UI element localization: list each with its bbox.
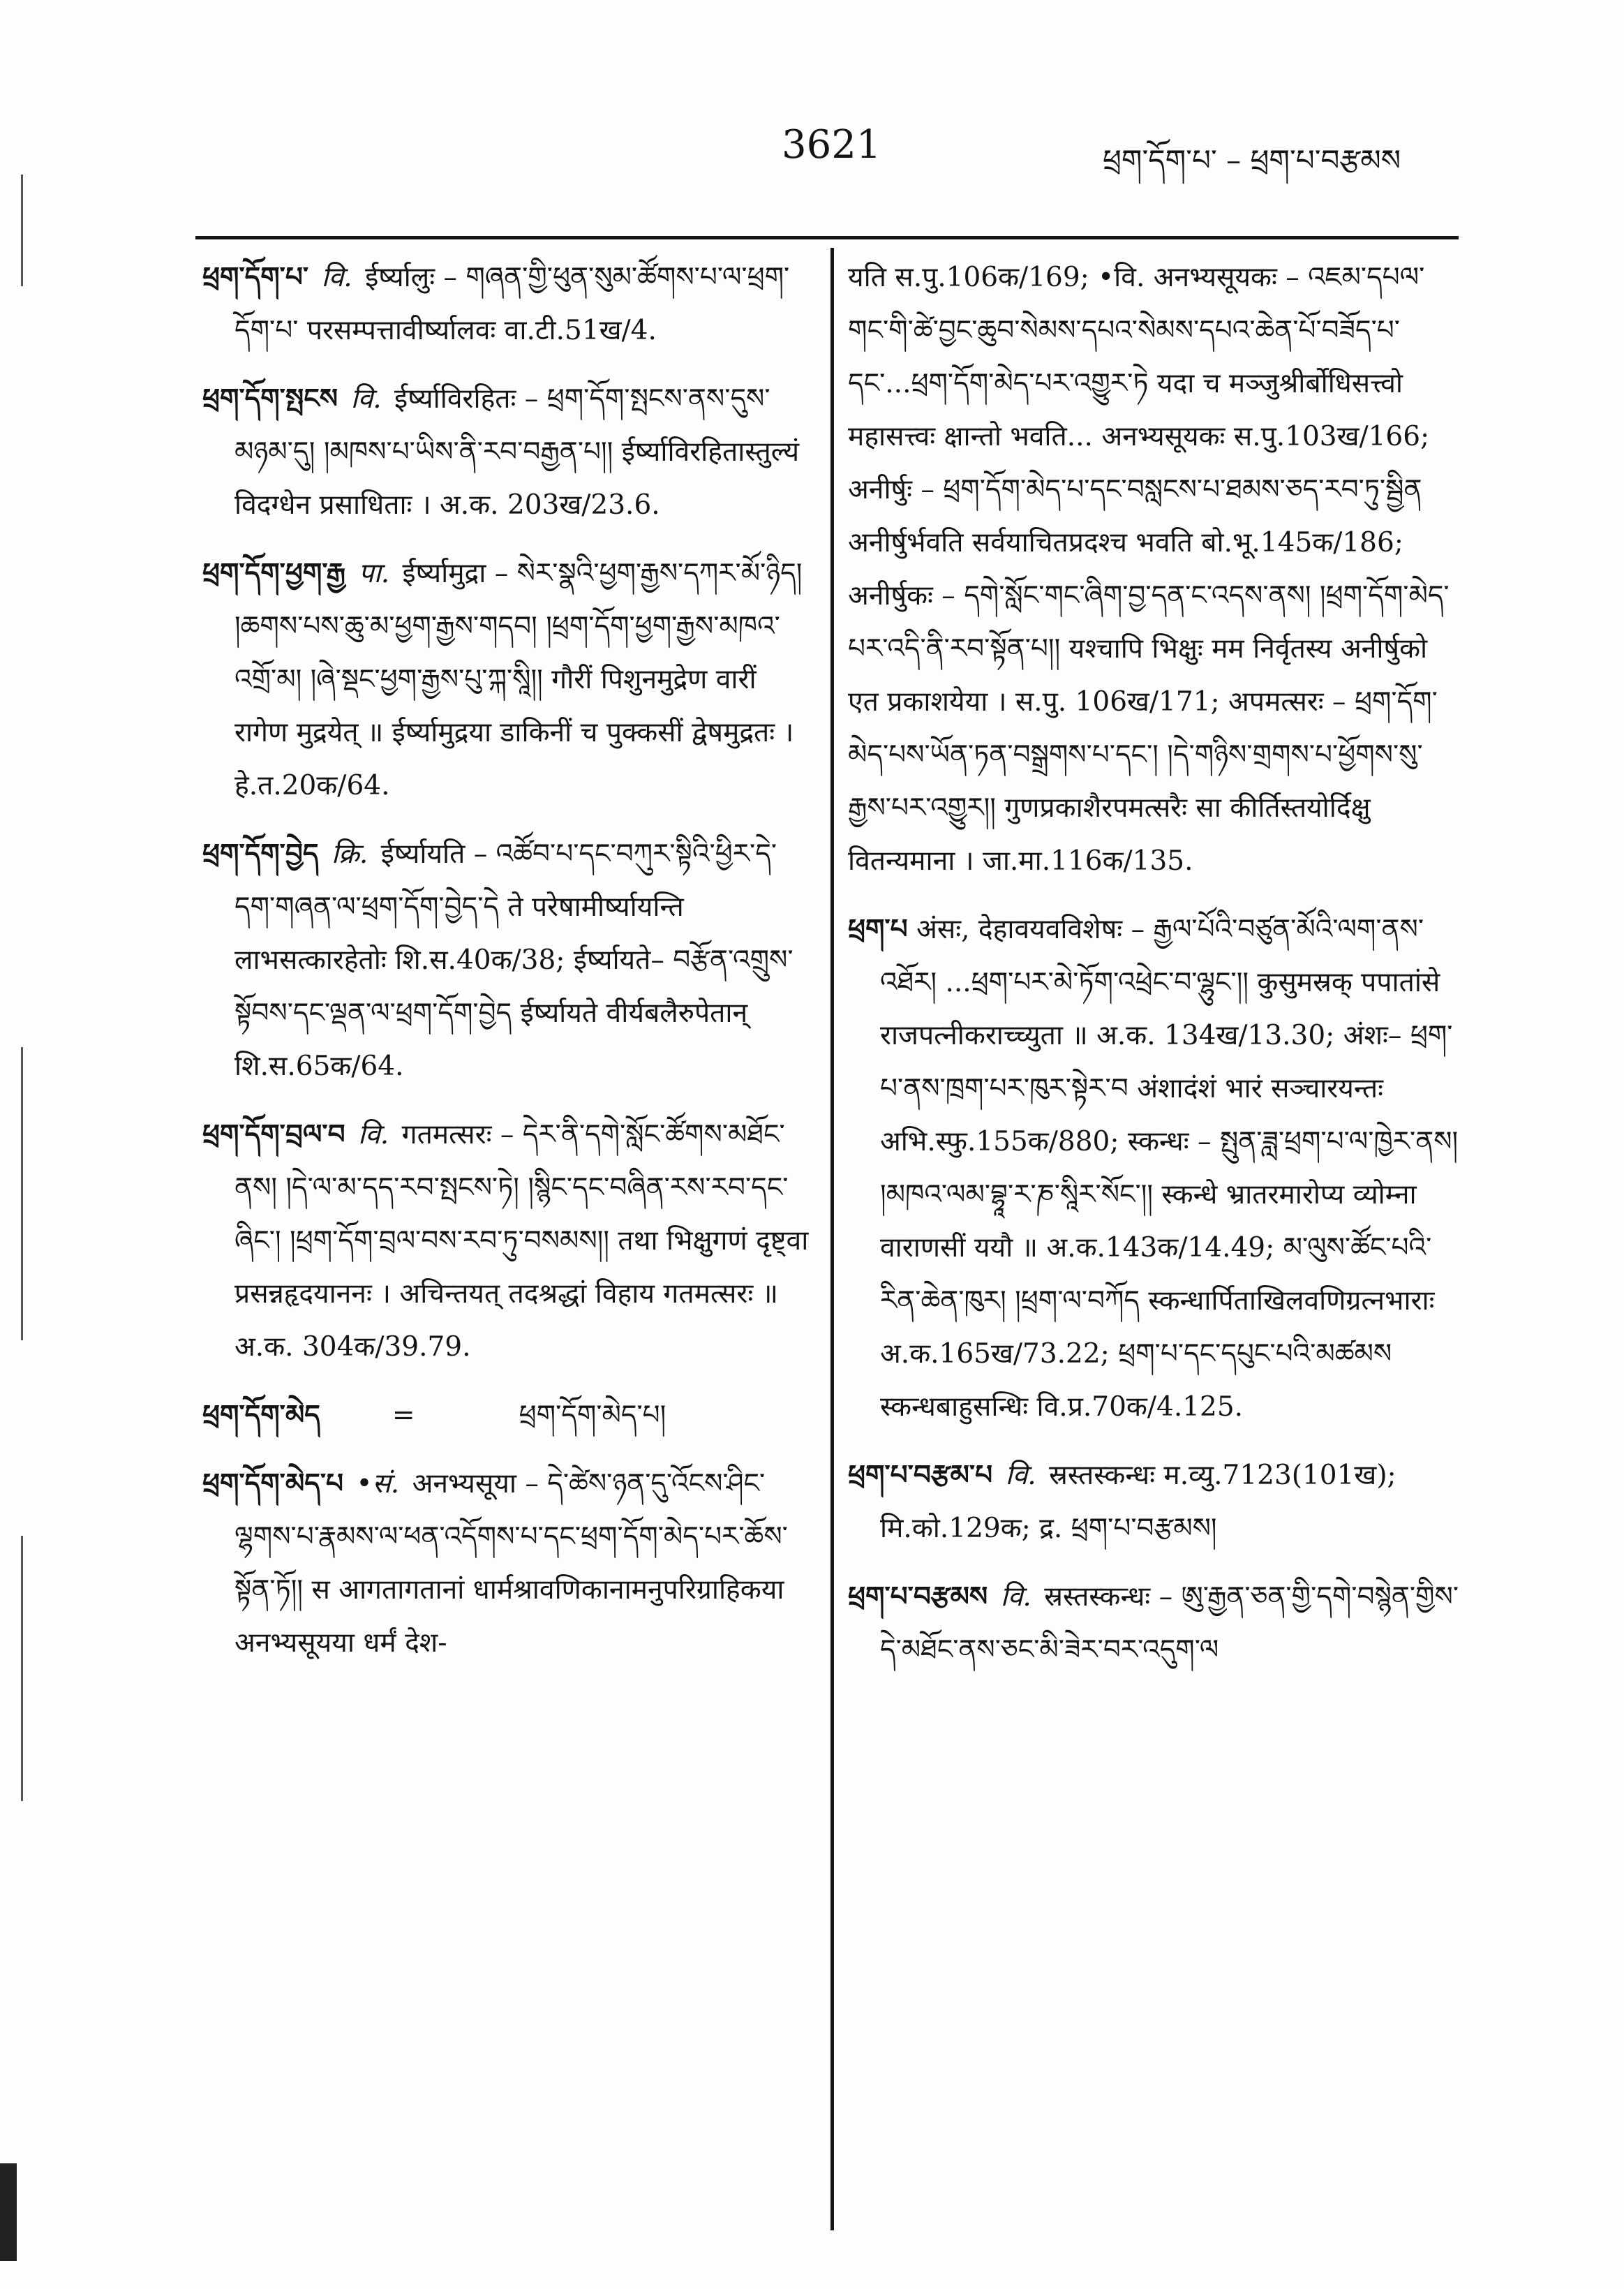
entry-headword: ཕྲག་དོག་བྱེད — [202, 838, 319, 870]
entry-headword: ཕྲག་པ — [848, 914, 908, 945]
column-divider — [830, 248, 834, 2230]
dictionary-entry — [202, 547, 810, 813]
entry-pos: वि. — [358, 1119, 389, 1150]
entry-headword: ཕྲག་དོག་མེད་པ — [202, 1468, 344, 1499]
dictionary-entry — [848, 903, 1462, 1434]
dictionary-entry — [202, 1458, 810, 1670]
entry-headword: ཕྲག་པ་བརྩམས — [848, 1581, 988, 1613]
entry-pos: वि. — [1005, 1460, 1036, 1491]
dictionary-entry — [848, 1571, 1462, 1677]
entry-body: ईर्ष्याविरहितः – ཕྲག་དོག་སྤངས་ནས་དུས་མཉམ་དུ། །མཁས་པ་ཡིས་ནི་རབ་བརྒྱན་པ།། ईर्ष्याविरहितास्तुल्यं विदग्धेन प्रसाधिताः । अ.क. 203ख/23.6. — [234, 383, 800, 521]
entry-body: यति स.पु.106क/169; •वि. अनभ्यसूयकः – འཇམ་དཔལ་གང་གི་ཚེ་བྱང་ཆུབ་སེམས་དཔའ་སེམས་དཔའ་ཆེན་པོ་བཟོད་པ་དང་...ཕྲག་དོག་མེད་པར་འགྱུར་ཏེ यदा च मञ्जुश्रीर्बोधिसत्त्वो महासत्त्वः क्षान्तो भवति... अनभ्यसूयकः स.पु.103ख/166; अनीर्षुः – ཕྲག་དོག་མེད་པ་དང་བསླངས་པ་ཐམས་ཅད་རབ་ཏུ་སྦྱིན अनीर्षुर्भवति सर्वयाचितप्रदश्च भवति बो.भू.145क/186; अनीर्षुकः – དགེ་སློང་གང་ཞིག་བྱ་དན་ང་འདས་ནས། །ཕྲག་དོག་མེད་པར་འདི་ནི་རབ་སྟོན་པ།། यश्चापि भिक्षुः मम निर्वृतस्य अनीर्षुको एत प्रकाशयेया । स.पु. 106ख/171; अपमत्सरः – ཕྲག་དོག་མེད་པས་ཡོན་ཏན་བསྒྲགས་པ་དང་། །དེ་གཉིས་གྲགས་པ་ཕྱོགས་སུ་རྒྱས་པར་འགྱུར།། गुणप्रकाशैरपमत्सरैः सा कीर्तिस्तयोर्दिक्षु वितन्यमाना । जा.मा.116क/135. — [848, 262, 1450, 877]
equals-sign: = — [392, 1400, 415, 1431]
entry-pos: वि. — [350, 383, 382, 415]
dictionary-entry — [848, 1449, 1462, 1555]
entry-body: अनभ्यसूया – དེ་ཚེས་ཉན་དུ་འོངས་ཤིང་ལྷགས་པ་རྣམས་ལ་ཕན་འདོགས་པ་དང་ཕྲག་དོག་མེད་པར་ཆོས་སྟོན་ཏོ།། स आगतागतानां धार्मश्रावणिकानामनुपरिग्राहिकया अनभ्यसूयया धर्मं देश- — [234, 1468, 788, 1659]
dictionary-entry — [202, 828, 810, 1093]
entry-body: ईर्ष्यायति – འཚོབ་པ་དང་བཀུར་སྟིའི་ཕྱིར་དེ་དག་གཞན་ལ་ཕྲག་དོག་བྱེད་དེ ते परेषामीर्ष्यायन्ति लाभसत्कारहेतोः शि.स.40क/38; ईर्ष्यायते– བརྩོན་འགྲུས་སྟོབས་དང་ལྡན་ལ་ཕྲག་དོག་བྱེད ईर्ष्यायते वीर्यबलैरुपेतान् शि.स.65क/64. — [234, 838, 794, 1082]
entry-body: स्रस्तस्कन्धः म.व्यु.7123(101ख); मि.को.129क; द्र. ཕྲག་པ་བརྩམས། — [880, 1460, 1396, 1544]
left-column — [202, 251, 810, 2227]
entry-headword: ཕྲག་དོག་མེད — [202, 1400, 320, 1431]
entry-pos: वि. — [1000, 1581, 1031, 1613]
dictionary-entry — [202, 251, 810, 357]
entry-body: अंसः, देहावयवविशेषः – རྒྱལ་པོའི་བཙུན་མོའི་ལག་ནས་འཐོར། ...ཕྲག་པར་མེ་ཏོག་འཕྲེང་བ་ལྷུང་།། कुसुमस्रक् पपातांसे राजपत्नीकराच्च्युता ॥ अ.क. 134ख/13.30; अंशः– ཕྲག་པ་ནས་ཁྲག་པར་ཁུར་སྟེར་བ अंशादंशं भारं सञ्चारयन्तः अभि.स्फु.155क/880; स्कन्धः – སྤུན་ཟླ་ཕྲག་པ་ལ་ཁྱེར་ནས། །མཁའ་ལམ་བྷཱ་ར་ཎ་སཱིར་སོང་།། स्कन्धे भ्रातरमारोप्य व्योम्ना वाराणसीं ययौ ॥ अ.क.143क/14.49; མ་ལུས་ཚོང་པའི་རིན་ཆེན་ཁུར། །ཕྲག་ལ་བཀོད स्कन्धार्पिताखिलवणिग्रत्नभाराः अ.क.165ख/73.22; ཕྲག་པ་དང་དཔུང་པའི་མཚམས स्कन्धबाहुसन्धिः वि.प्र.70क/4.125. — [880, 914, 1459, 1423]
dictionary-entry — [202, 1389, 810, 1442]
entry-pos: वि. — [321, 262, 352, 293]
right-column — [848, 251, 1462, 2227]
dictionary-entry — [202, 1109, 810, 1374]
entry-pos: •सं. — [356, 1468, 400, 1499]
dictionary-entry — [202, 373, 810, 532]
margin-mark — [21, 1536, 23, 1801]
dictionary-entry-continued — [848, 251, 1462, 888]
running-head: ཕྲག་དོག་པ་ – ཕྲག་པ་བརྩམས — [1103, 143, 1401, 177]
entry-headword: ཕྲག་དོག་ཕྱག་རྒྱ — [202, 558, 346, 589]
margin-mark — [21, 175, 23, 286]
margin-mark — [21, 1047, 23, 1340]
top-rule — [195, 236, 1459, 239]
entry-headword: ཕྲག་པ་བརྩམ་པ — [848, 1460, 993, 1491]
entry-body: ईर्ष्यालुः – གཞན་གྱི་ཕུན་སུམ་ཚོགས་པ་ལ་ཕྲག་དོག་པ་ परसम्पत्तावीर्ष्यालवः वा.टी.51ख/4. — [234, 262, 790, 346]
entry-pos: पा. — [358, 558, 390, 589]
entry-headword: ཕྲག་དོག་བྲལ་བ — [202, 1119, 345, 1150]
page-number: 3621 — [782, 122, 881, 168]
entry-headword: ཕྲག་དོག་པ་ — [202, 262, 309, 293]
entry-headword: ཕྲག་དོག་སྤངས — [202, 383, 338, 415]
entry-body: ईर्ष्यामुद्रा – སེར་སྣའི་ཕྱག་རྒྱས་དཀར་མོ་ཉིད། །ཆགས་པས་ཆུ་མ་ཕྱག་རྒྱས་གདབ། །ཕྲག་དོག་ཕྱག་རྒྱས་མཁའ་འགྲོ་མ། །ཞེ་སྡང་ཕྱག་རྒྱས་པུ་ཀྐ་སཱི།། गौरीं पिशुनमुद्रेण वारीं रागेण मुद्रयेत् ॥ ईर्ष्यामुद्रया डाकिनीं च पुक्कसीं द्वेषमुद्रतः । हे.त.20क/64. — [234, 558, 803, 801]
cross-reference: ཕྲག་དོག་མེད་པ། — [519, 1400, 666, 1431]
binding-shadow — [0, 2163, 17, 2261]
entry-pos: क्रि. — [331, 838, 368, 870]
entry-body: गतमत्सरः – དེར་ནི་དགེ་སློང་ཚོགས་མཐོང་ནས། །དེ་ལ་མ་དད་རབ་སྤངས་ཏེ། །སྙིང་དང་བཞིན་རས་རབ་དང་ཞིང་། །ཕྲག་དོག་བྲལ་བས་རབ་ཏུ་བསམས།། तथा भिक्षुगणं दृष्ट्वा प्रसन्नहृदयाननः । अचिन्तयत् तदश्रद्धां विहाय गतमत्सरः ॥ अ.क. 304क/39.79. — [234, 1119, 809, 1363]
entry-body: स्रस्तस्कन्धः – ཨུ་རྒྱན་ཅན་གྱི་དགེ་བསྙེན་གྱིས་དེ་མཐོང་ནས་ཅང་མི་ཟེར་བར་འདུག་ལ — [880, 1581, 1459, 1666]
